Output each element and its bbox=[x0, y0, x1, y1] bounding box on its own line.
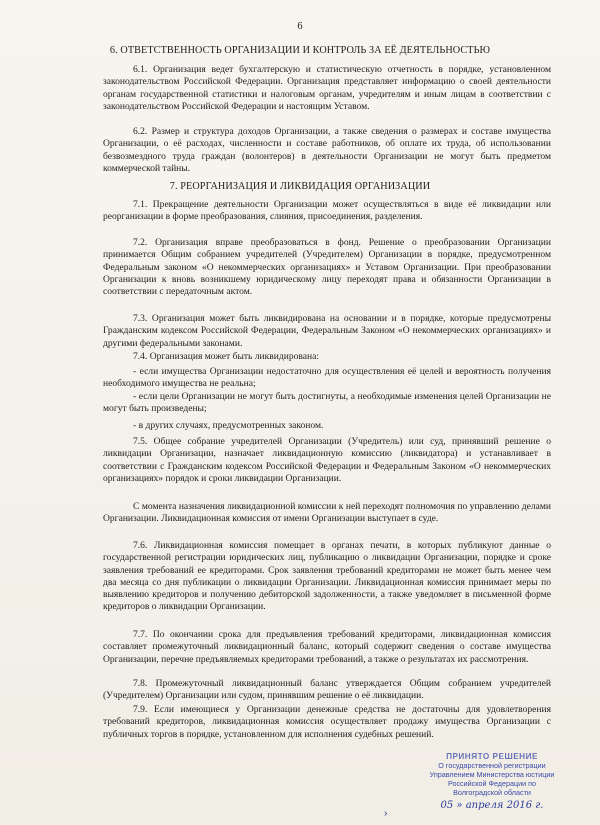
paragraph-7-9: 7.9. Если имеющиеся у Организации денежные средства не достаточны для удовлетворения требований кредиторов, ликвидационная комиссия осуществляет продажу имущества Организации с публичных торгов в порядке, установленном для исполнения судебных решений. bbox=[103, 704, 551, 740]
paragraph-7-3: 7.3. Организация может быть ликвидирована на основании и в порядке, которые предусмотрены Гражданским кодексом Российской Федерации, Федеральным Законом «О некоммерческих организациях» и другими федеральными законами. bbox=[103, 313, 551, 349]
stamp-date: 05 » апреля 2016 г. bbox=[440, 800, 544, 811]
paragraph-7-5: 7.5. Общее собрание учредителей Организации (Учредитель) или суд, принявший решение о ликвидации Организации, назначает ликвидационную комиссию (ликвидатора) и устанавливает в соответствии с Гражданским кодексом Российской Федерации и Федеральным Законом «О некоммерческих организациях» порядок и сроки ликвидации Организации. bbox=[103, 436, 551, 484]
paragraph-7-6: 7.6. Ликвидационная комиссия помещает в органах печати, в которых публикуют данные о государственной регистрации юридических лиц, публикацию о ликвидации Организации, порядке и сроке заявления требований ее кредиторами. Срок заявления требований кредиторами не может быть менее чем два месяца со дня публикации о ликвидации Организации. Ликвидационная комиссия принимает меры по выявлению кредиторов и получению дебиторской задолженности, а также уведомляет в письменной форме кредиторов о ликвидации Организации. bbox=[103, 540, 551, 613]
stamp-line-4: Волгоградской области bbox=[453, 788, 531, 797]
paragraph-7-1: 7.1. Прекращение деятельности Организации может осуществляться в виде её ликвидации или реорганизации в форме преобразования, слияния, присоединения, разделения. bbox=[103, 199, 551, 223]
paragraph-7-5-continuation: С момента назначения ликвидационной комиссии к ней переходят полномочия по управлению делами Организации. Ликвидационная комиссия от имени Организации выступает в суде. bbox=[103, 501, 551, 525]
stamp-line-1: О государственной регистрации bbox=[438, 761, 546, 770]
list-item-7-4-c: - в других случаях, предусмотренных законом. bbox=[133, 420, 324, 431]
paragraph-7-7: 7.7. По окончании срока для предъявления требований кредиторами, ликвидационная комиссия составляет промежуточный ликвидационный баланс, который содержит сведения о составе имущества Организации, перечне предъявляемых кредиторами требований, а также о результатах их рассмотрения. bbox=[103, 629, 551, 665]
stamp-arrow-mark: › bbox=[384, 808, 388, 819]
paragraph-6-2: 6.2. Размер и структура доходов Организации, а также сведения о размерах и составе имущества Организации, о её расходах, численности и составе работников, об оплате их труда, об использовании безвозмездного труда граждан (волонтеров) в деятельности Организации не могут быть предметом коммерческой тайны. bbox=[103, 126, 551, 174]
list-item-7-4-b: - если цели Организации не могут быть достигнуты, а необходимые изменения целей Организации не могут быть произведены; bbox=[103, 391, 551, 415]
paragraph-7-2: 7.2. Организация вправе преобразоваться в фонд. Решение о преобразовании Организации принимается Общим собранием учредителей (Учредителем) Организации в порядке, предусмотренном Федеральным законом «О некоммерческих организациях» и Уставом Организации. При преобразовании Организации к вновь возникшему юридическому лицу переходят права и обязанности Организации в соответствии с передаточным актом. bbox=[103, 237, 551, 298]
list-item-7-4-a: - если имущества Организации недостаточно для осуществления её целей и вероятность получения необходимого имущества не реальна; bbox=[103, 366, 551, 390]
registration-stamp bbox=[384, 752, 592, 822]
page-number: 6 bbox=[297, 21, 303, 32]
stamp-title: ПРИНЯТО РЕШЕНИЕ bbox=[446, 752, 538, 761]
section-7-heading: 7. РЕОРГАНИЗАЦИЯ И ЛИКВИДАЦИЯ ОРГАНИЗАЦИИ bbox=[169, 181, 431, 192]
section-6-heading: 6. ОТВЕТСТВЕННОСТЬ ОРГАНИЗАЦИИ И КОНТРОЛЬ ЗА ЕЁ ДЕЯТЕЛЬНОСТЬЮ bbox=[109, 45, 491, 56]
stamp-line-2: Управлением Министерства юстиции bbox=[429, 770, 555, 779]
paragraph-6-1: 6.1. Организация ведет бухгалтерскую и статистическую отчетность в порядке, установленном законодательством Российской Федерации. Организация представляет информацию о своей деятельности органам государственной статистики и налоговым органам, учредителям и иным лицам в соответствии с законодательством Российской Федерации и настоящим Уставом. bbox=[103, 64, 551, 112]
paragraph-7-8: 7.8. Промежуточный ликвидационный баланс утверждается Общим собранием учредителей (Учредителем) Организации или судом, принявшим решение о её ликвидации. bbox=[103, 678, 551, 702]
paragraph-7-4: 7.4. Организация может быть ликвидирована: bbox=[133, 351, 320, 362]
stamp-line-3: Российской Федерации по bbox=[447, 779, 537, 788]
